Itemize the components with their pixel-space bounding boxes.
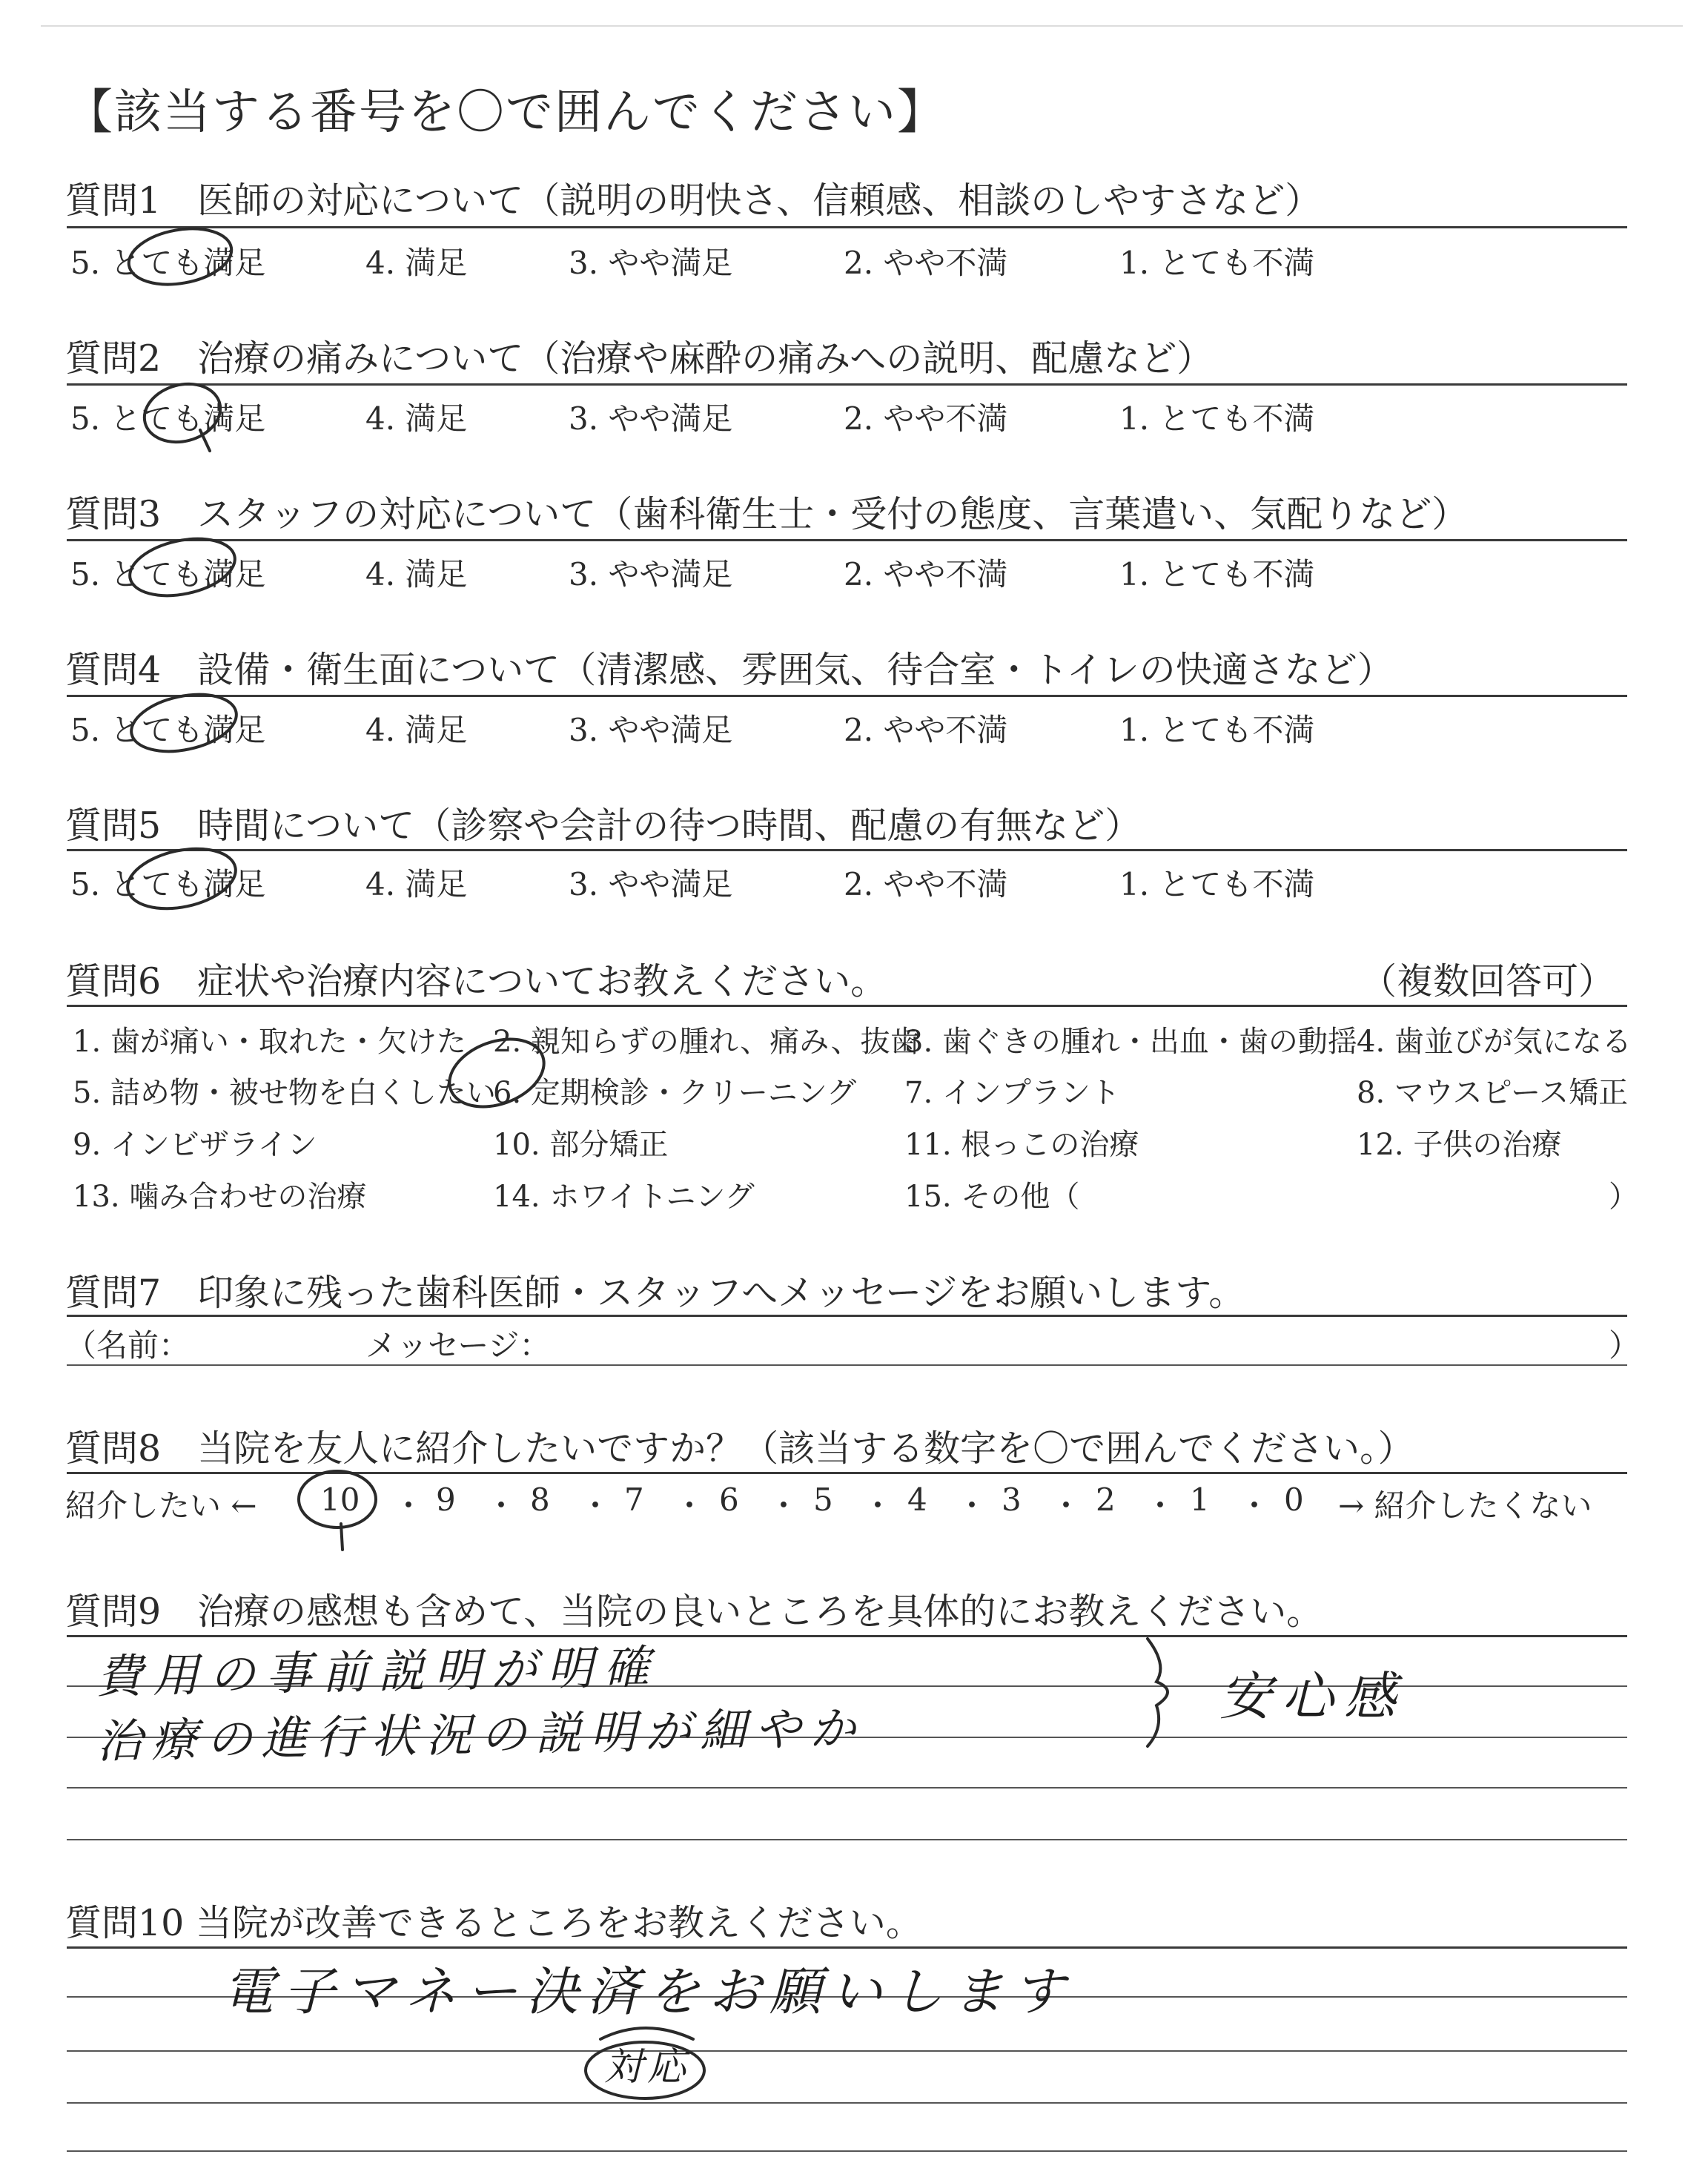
symptom-item[interactable]: 7. インプラント [904, 1076, 1120, 1110]
option-2[interactable]: 2. やや不満 [844, 245, 1008, 281]
divider [67, 1472, 1627, 1474]
scale-2[interactable]: 2 [1096, 1482, 1116, 1518]
scale-dot: ・ [1050, 1487, 1082, 1524]
scale-dot: ・ [768, 1487, 800, 1524]
message-label[interactable]: メッセージ： [365, 1327, 551, 1364]
option-1[interactable]: 1. とても不満 [1119, 866, 1315, 902]
recommend-left-label: 紹介したい ← [65, 1487, 257, 1524]
question-title: 質問3 スタッフの対応について（歯科衛生士・受付の態度、言葉遣い、気配りなど） [65, 493, 1469, 535]
handwritten-answer-line[interactable]: 費用の事前説明が明確 [96, 1639, 661, 1704]
scale-6[interactable]: 6 [719, 1482, 739, 1518]
divider [67, 1315, 1627, 1317]
symptom-item[interactable]: 11. 根っこの治療 [904, 1128, 1139, 1162]
option-1[interactable]: 1. とても不満 [1119, 245, 1315, 281]
option-1[interactable]: 1. とても不満 [1119, 556, 1315, 592]
question-title: 質問5 時間について（診察や会計の待つ時間、配慮の有無など） [65, 805, 1142, 847]
scale-7[interactable]: 7 [624, 1482, 644, 1518]
symptom-item[interactable]: 13. 噛み合わせの治療 [73, 1180, 367, 1214]
scale-dot: ・ [1239, 1487, 1271, 1524]
option-2[interactable]: 2. やや不満 [844, 400, 1008, 437]
close-paren: ） [1609, 1327, 1641, 1364]
question-title: 質問6 症状や治療内容についてお教えください。 [65, 960, 887, 1003]
divider [67, 383, 1627, 386]
scale-dot: ・ [486, 1487, 517, 1524]
option-3[interactable]: 3. やや満足 [569, 712, 733, 748]
option-2[interactable]: 2. やや不満 [844, 556, 1008, 592]
handwritten-summary[interactable]: 安心感 [1219, 1666, 1406, 1727]
scale-10[interactable]: 10 [320, 1482, 360, 1518]
option-1[interactable]: 1. とても不満 [1119, 712, 1315, 748]
divider [67, 849, 1627, 851]
scale-1[interactable]: 1 [1190, 1482, 1210, 1518]
symptom-item[interactable]: 8. マウスピース矯正 [1357, 1076, 1629, 1110]
option-4[interactable]: 4. 満足 [365, 712, 468, 748]
divider [67, 1946, 1627, 1949]
option-5[interactable]: 5. とても満足 [70, 866, 266, 902]
answer-line [67, 2102, 1627, 2104]
question-title: 質問4 設備・衛生面について（清潔感、雰囲気、待合室・トイレの快適さなど） [65, 649, 1394, 691]
other-close-paren: ） [1609, 1180, 1638, 1214]
scale-3[interactable]: 3 [1002, 1482, 1022, 1518]
option-4[interactable]: 4. 満足 [365, 556, 468, 592]
option-3[interactable]: 3. やや満足 [569, 245, 733, 281]
scale-8[interactable]: 8 [530, 1482, 550, 1518]
answer-line [67, 2150, 1627, 2152]
option-5[interactable]: 5. とても満足 [70, 400, 266, 437]
divider [67, 1364, 1627, 1366]
scale-4[interactable]: 4 [907, 1482, 927, 1518]
question-title: 質問2 治療の痛みについて（治療や麻酔の痛みへの説明、配慮など） [65, 337, 1214, 380]
scale-5[interactable]: 5 [813, 1482, 833, 1518]
divider [67, 695, 1627, 697]
symptom-item[interactable]: 5. 詰め物・被せ物を白くしたい [73, 1076, 496, 1110]
scale-dot: ・ [1145, 1487, 1176, 1524]
answer-line [67, 1839, 1627, 1840]
symptom-item[interactable]: 12. 子供の治療 [1357, 1128, 1562, 1162]
symptom-item[interactable]: 2. 親知らずの腫れ、痛み、抜歯 [493, 1025, 920, 1059]
option-5[interactable]: 5. とても満足 [70, 712, 266, 748]
symptom-item[interactable]: 15. その他（ [904, 1180, 1080, 1214]
scale-9[interactable]: 9 [436, 1482, 456, 1518]
option-3[interactable]: 3. やや満足 [569, 866, 733, 902]
handwritten-note[interactable]: 対応 [604, 2045, 691, 2090]
multiple-answer-note: （複数回答可） [1360, 960, 1615, 1003]
handwritten-answer-line[interactable]: 治療の進行状況の説明が細やか [96, 1700, 865, 1769]
question-title: 質問8 当院を友人に紹介したいですか？（該当する数字を〇で囲んでください。） [65, 1427, 1414, 1470]
option-5[interactable]: 5. とても満足 [70, 556, 266, 592]
divider [67, 226, 1627, 228]
symptom-item[interactable]: 4. 歯並びが気になる [1357, 1025, 1632, 1059]
option-4[interactable]: 4. 満足 [365, 866, 468, 902]
scale-dot: ・ [956, 1487, 988, 1524]
symptom-item[interactable]: 3. 歯ぐきの腫れ・出血・歯の動揺 [904, 1025, 1357, 1059]
recommend-right-label: → 紹介したくない [1338, 1487, 1592, 1524]
scale-dot: ・ [393, 1487, 425, 1524]
symptom-item[interactable]: 6. 定期検診・クリーニング [493, 1076, 857, 1110]
scale-0[interactable]: 0 [1284, 1482, 1304, 1518]
option-2[interactable]: 2. やや不満 [844, 712, 1008, 748]
option-3[interactable]: 3. やや満足 [569, 400, 733, 437]
divider [67, 1005, 1627, 1007]
symptom-item[interactable]: 14. ホワイトニング [493, 1180, 755, 1214]
handwritten-answer[interactable]: 電子マネー決済をお願いします [222, 1961, 1073, 2022]
question-title: 質問10 当院が改善できるところをお教えください。 [65, 1902, 922, 1944]
question-title: 質問9 治療の感想も含めて、当院の良いところを具体的にお教えください。 [65, 1591, 1323, 1633]
option-5[interactable]: 5. とても満足 [70, 245, 266, 281]
divider [67, 539, 1627, 541]
symptom-item[interactable]: 1. 歯が痛い・取れた・欠けた [73, 1025, 466, 1059]
option-2[interactable]: 2. やや不満 [844, 866, 1008, 902]
selection-stroke [341, 1524, 342, 1550]
question-title: 質問7 印象に残った歯科医師・スタッフへメッセージをお願いします。 [65, 1272, 1245, 1314]
scale-dot: ・ [674, 1487, 706, 1524]
option-1[interactable]: 1. とても不満 [1119, 400, 1315, 437]
scale-dot: ・ [580, 1487, 612, 1524]
answer-line [67, 2050, 1627, 2052]
top-border [41, 25, 1683, 27]
page-title: 【該当する番号を〇で囲んでください】 [65, 85, 946, 140]
name-label[interactable]: （名前： [65, 1327, 191, 1364]
symptom-item[interactable]: 9. インビザライン [73, 1128, 317, 1162]
brace [1148, 1639, 1168, 1746]
option-3[interactable]: 3. やや満足 [569, 556, 733, 592]
option-4[interactable]: 4. 満足 [365, 245, 468, 281]
question-title: 質問1 医師の対応について（説明の明快さ、信頼感、相談のしやすさなど） [65, 179, 1322, 222]
scale-dot: ・ [862, 1487, 894, 1524]
option-4[interactable]: 4. 満足 [365, 400, 468, 437]
symptom-item[interactable]: 10. 部分矯正 [493, 1128, 669, 1162]
answer-line [67, 1787, 1627, 1789]
